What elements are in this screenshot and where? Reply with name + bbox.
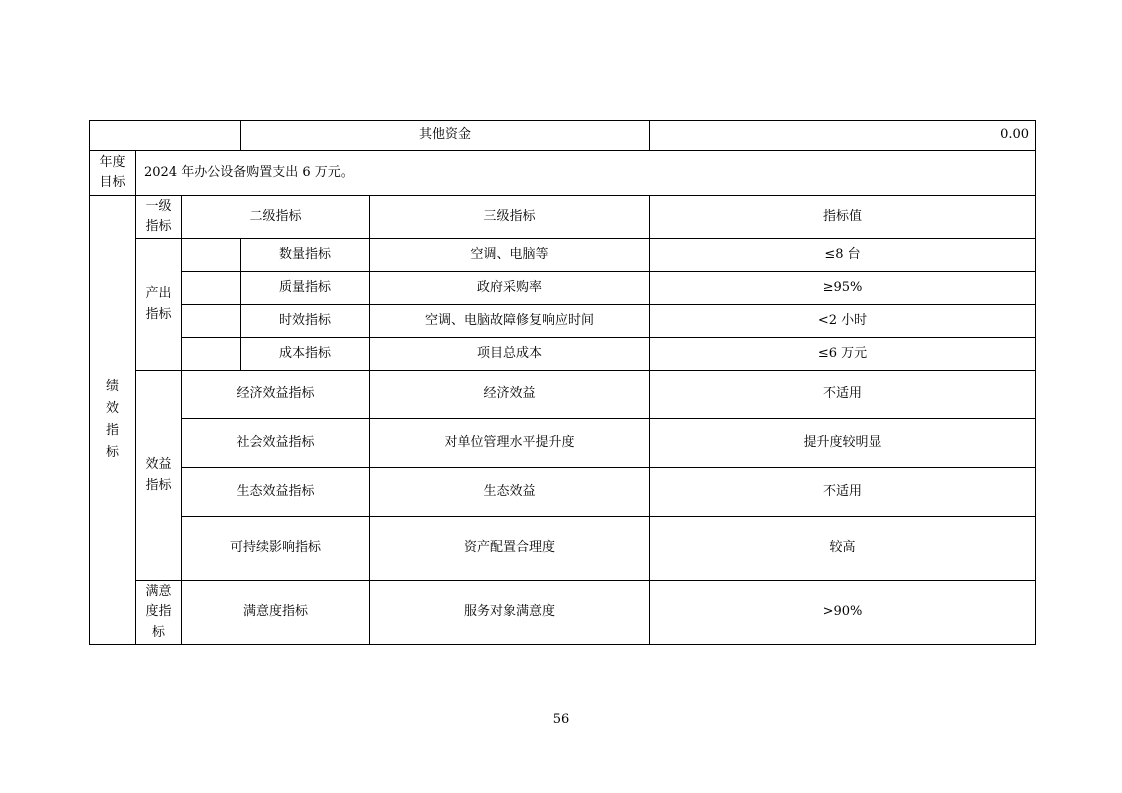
table-row — [90, 305, 1036, 338]
value-cell: ≤6 万元 — [650, 338, 1036, 371]
level3-cell: 空调、电脑等 — [370, 239, 650, 272]
output-blank-cell — [182, 338, 241, 371]
level3-cell: 政府采购率 — [370, 272, 650, 305]
level3-cell: 生态效益 — [370, 468, 650, 517]
perf-label — [90, 196, 136, 645]
table-row — [90, 419, 1036, 468]
level3-cell: 空调、电脑故障修复响应时间 — [370, 305, 650, 338]
value-cell: 提升度较明显 — [650, 419, 1036, 468]
fund-label: 其他资金 — [241, 121, 650, 151]
value-cell: 较高 — [650, 517, 1036, 581]
annual-goal-label-line1: 年度 — [99, 154, 126, 170]
benefit-label-line2: 指标 — [145, 477, 172, 493]
value-cell: >90% — [650, 581, 1036, 645]
output-label — [136, 239, 182, 371]
page-number: 56 — [552, 712, 570, 727]
performance-table — [89, 120, 1036, 645]
table-row — [90, 371, 1036, 419]
level3-cell: 服务对象满意度 — [370, 581, 650, 645]
table-row — [90, 581, 1036, 645]
table-row — [90, 239, 1036, 272]
fund-value: 0.00 — [650, 121, 1036, 151]
annual-goal-label-line2: 目标 — [99, 175, 126, 190]
value-cell: 不适用 — [650, 468, 1036, 517]
header-level1-line1: 一级 — [145, 198, 172, 214]
value-cell: 不适用 — [650, 371, 1036, 419]
header-level3: 三级指标 — [370, 196, 650, 239]
level2-cell: 生态效益指标 — [182, 468, 370, 517]
value-cell: <2 小时 — [650, 305, 1036, 338]
table-row — [90, 468, 1036, 517]
header-row — [90, 196, 1036, 239]
perf-label-char: 标 — [105, 445, 119, 461]
output-label-line2: 指标 — [145, 306, 172, 322]
header-value: 指标值 — [650, 196, 1036, 239]
table-row — [90, 272, 1036, 305]
benefit-label — [136, 371, 182, 581]
level2-cell: 时效指标 — [241, 305, 370, 338]
level3-cell: 经济效益 — [370, 371, 650, 419]
level2-cell: 社会效益指标 — [182, 419, 370, 468]
header-level1 — [136, 196, 182, 239]
output-blank-cell — [182, 239, 241, 272]
perf-label-char: 效 — [105, 400, 119, 416]
value-cell: ≤8 台 — [650, 239, 1036, 272]
table-row — [90, 338, 1036, 371]
level2-cell: 经济效益指标 — [182, 371, 370, 419]
table-row — [90, 517, 1036, 581]
satisfaction-label-line2: 度指 — [145, 604, 172, 620]
annual-goal-text: 2024 年办公设备购置支出 6 万元。 — [136, 151, 1036, 196]
output-blank-cell — [182, 272, 241, 305]
header-level1-line2: 指标 — [145, 219, 172, 234]
output-label-line1: 产出 — [145, 286, 172, 302]
fund-row — [90, 121, 1036, 151]
annual-goal-label — [90, 151, 136, 196]
header-level2: 二级指标 — [182, 196, 370, 239]
satisfaction-label-line1: 满意 — [145, 584, 172, 600]
level2-cell: 成本指标 — [241, 338, 370, 371]
perf-label-char: 绩 — [105, 378, 119, 394]
fund-blank-cell — [90, 121, 241, 151]
level2-cell: 质量指标 — [241, 272, 370, 305]
output-blank-cell — [182, 305, 241, 338]
level2-cell: 满意度指标 — [182, 581, 370, 645]
level2-cell: 可持续影响指标 — [182, 517, 370, 581]
value-cell: ≥95% — [650, 272, 1036, 305]
benefit-label-line1: 效益 — [145, 457, 172, 473]
annual-goal-row — [90, 151, 1036, 196]
level3-cell: 项目总成本 — [370, 338, 650, 371]
satisfaction-label — [136, 581, 182, 645]
level2-cell: 数量指标 — [241, 239, 370, 272]
satisfaction-label-line3: 标 — [151, 624, 165, 640]
level3-cell: 对单位管理水平提升度 — [370, 419, 650, 468]
perf-label-char: 指 — [105, 423, 119, 438]
level3-cell: 资产配置合理度 — [370, 517, 650, 581]
